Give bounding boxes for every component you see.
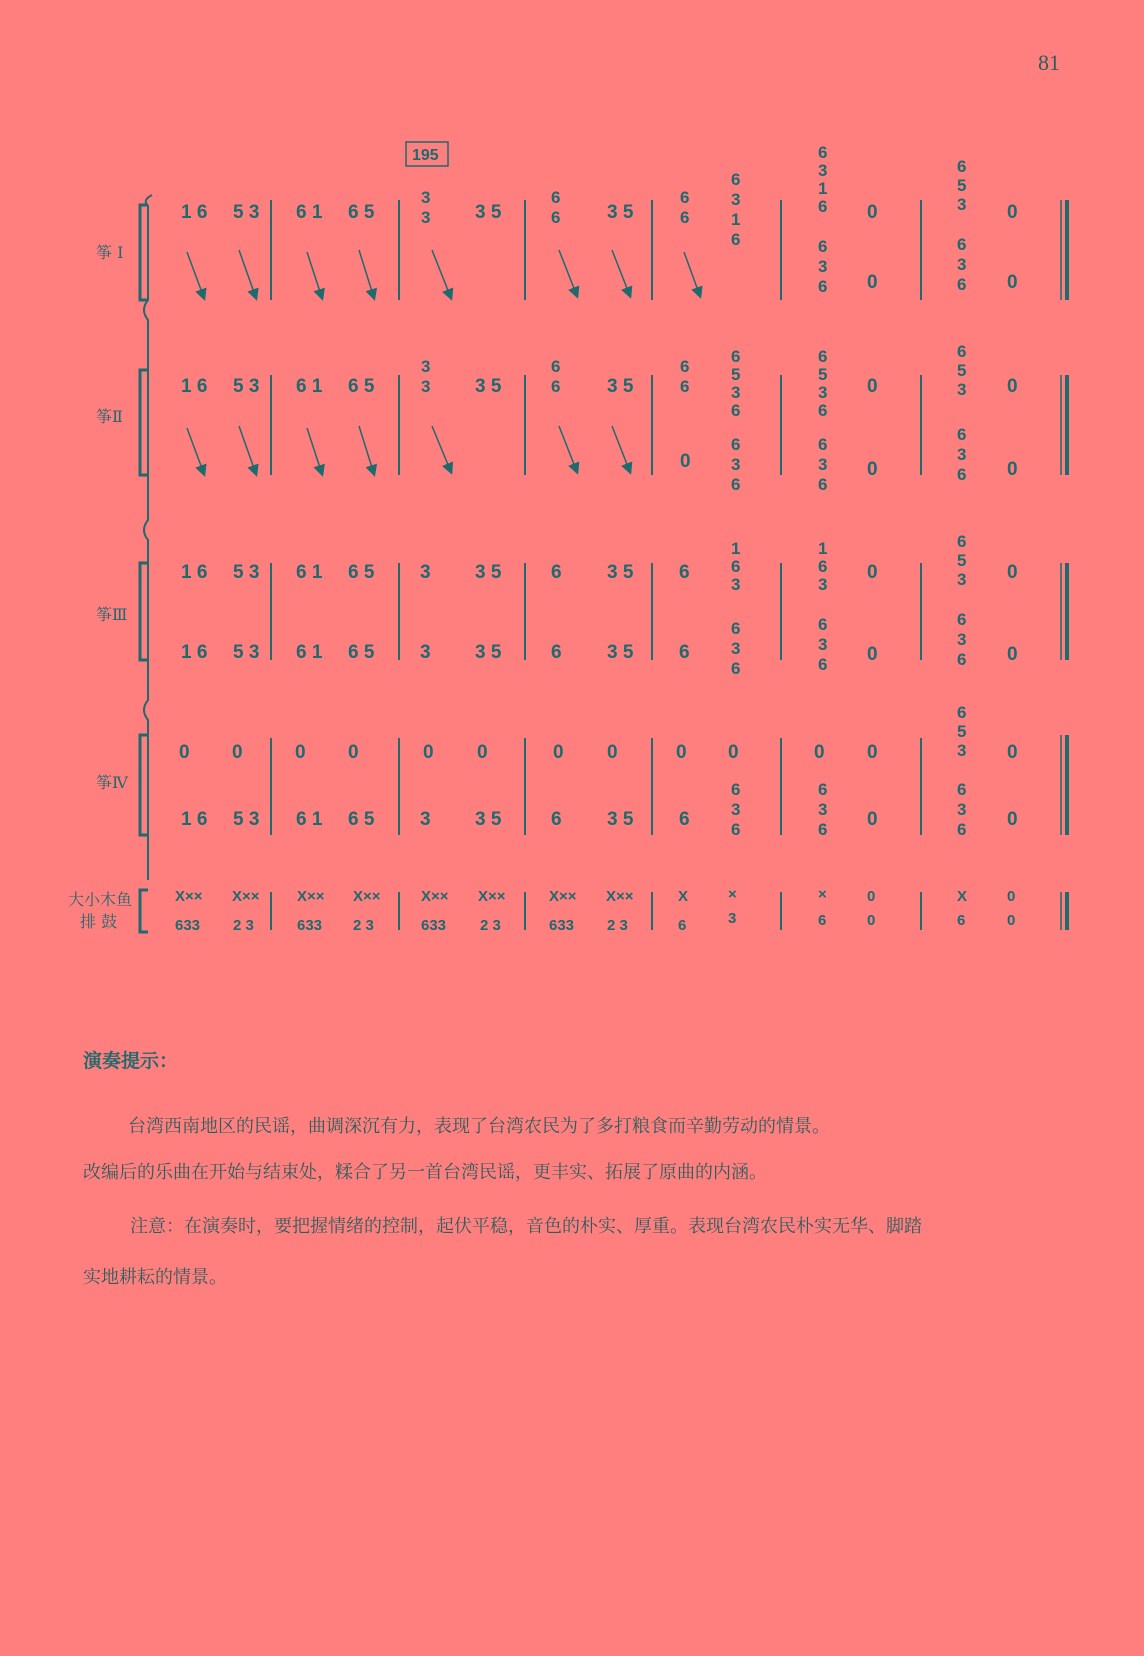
perc-mark: 633 [549, 917, 575, 934]
chord-note: 6 [818, 237, 828, 256]
chord-note: 6 [818, 347, 828, 366]
chord-note: 1 [731, 210, 741, 229]
chord-note: 3 [818, 383, 828, 402]
chord-note: 6 [731, 557, 741, 576]
staff-4 [179, 703, 1018, 839]
perc-mark: X×× [353, 888, 381, 905]
chord-note: 6 [731, 170, 741, 189]
staff-bracket [140, 563, 148, 660]
notes-paragraph: 改编后的乐曲在开始与结束处，糅合了另一首台湾民谣，更丰实、拓展了原曲的内涵。 [83, 1162, 767, 1183]
chord-note: 1 [818, 179, 828, 198]
perc-mark: 2 3 [233, 917, 254, 934]
rest: 0 [676, 742, 687, 763]
rest: 0 [867, 459, 878, 480]
rest: 0 [814, 742, 825, 763]
chord-note: 6 [680, 377, 690, 396]
note-pair: 3 5 [475, 376, 502, 397]
instrument-label: 筝Ⅳ [96, 773, 128, 792]
chord-note: 6 [818, 401, 828, 420]
perc-mark: 0 [1007, 912, 1016, 929]
chord-note: 6 [551, 377, 561, 396]
chord-note: 6 [818, 143, 828, 162]
rest: 0 [680, 451, 691, 472]
chord-note: 6 [551, 208, 561, 227]
rest: 0 [295, 742, 306, 763]
staff-bracket [140, 735, 148, 835]
chord-note: 3 [731, 575, 741, 594]
chord-note: 6 [957, 342, 967, 361]
notes-paragraph: 台湾西南地区的民谣，曲调深沉有力，表现了台湾农民为了多打粮食而辛勤劳动的情景。 [128, 1116, 830, 1137]
chord-note: 3 [957, 741, 967, 760]
note-pair: 5 3 [233, 809, 260, 830]
chord-note: 6 [957, 780, 967, 799]
chord-note: 1 [731, 539, 741, 558]
rehearsal-mark: 195 [412, 147, 439, 164]
perc-mark: X×× [478, 888, 506, 905]
rest: 0 [423, 742, 434, 763]
rest: 0 [348, 742, 359, 763]
chord-note: 6 [957, 465, 967, 484]
chord-note: 3 [421, 188, 431, 207]
rest: 0 [728, 742, 739, 763]
note-pair: 3 5 [607, 642, 634, 663]
chord-note: 6 [731, 659, 741, 678]
chord-note: 6 [957, 650, 967, 669]
instrument-label: 排 鼓 [80, 912, 118, 931]
note-pair: 3 5 [475, 642, 502, 663]
system-brace [144, 195, 152, 880]
note-pair: 3 5 [607, 202, 634, 223]
rest: 0 [553, 742, 564, 763]
note-pair: 3 5 [607, 809, 634, 830]
chord-note: 3 [731, 800, 741, 819]
rest: 0 [1007, 376, 1018, 397]
perc-mark: 2 3 [607, 917, 628, 934]
rest: 0 [1007, 644, 1018, 665]
note-pair: 3 5 [475, 202, 502, 223]
rest: 0 [477, 742, 488, 763]
note: 3 [420, 642, 431, 663]
page-number: 81 [1038, 50, 1060, 75]
rest: 0 [867, 742, 878, 763]
perc-mark: X×× [549, 888, 577, 905]
staff-bracket [140, 890, 148, 932]
note-pair: 1 6 [181, 376, 208, 397]
note-pair: 5 3 [233, 202, 260, 223]
chord-note: 3 [731, 455, 741, 474]
chord-note: 6 [818, 557, 828, 576]
note: 6 [551, 809, 562, 830]
perc-mark: 6 [678, 917, 687, 934]
chord-note: 3 [731, 383, 741, 402]
chord-note: 3 [421, 377, 431, 396]
rest: 0 [1007, 742, 1018, 763]
rest: 0 [1007, 562, 1018, 583]
note: 6 [551, 642, 562, 663]
chord-note: 5 [818, 365, 828, 384]
perc-mark: X×× [175, 888, 203, 905]
perc-mark: X×× [421, 888, 449, 905]
rest: 0 [1007, 202, 1018, 223]
chord-note: 6 [818, 820, 828, 839]
staff-3 [181, 532, 1018, 678]
note-pair: 3 5 [475, 562, 502, 583]
perc-mark: 3 [728, 910, 737, 927]
chord-note: 6 [957, 235, 967, 254]
chord-note: 6 [731, 347, 741, 366]
note: 3 [420, 809, 431, 830]
chord-note: 6 [818, 475, 828, 494]
chord-note: 6 [731, 820, 741, 839]
chord-note: 6 [680, 188, 690, 207]
chord-note: 6 [680, 208, 690, 227]
chord-note: 6 [731, 780, 741, 799]
chord-note: 3 [957, 255, 967, 274]
note: 6 [679, 809, 690, 830]
chord-note: 6 [818, 435, 828, 454]
perc-mark: × [818, 886, 827, 903]
staff-1 [181, 143, 1018, 296]
note: 6 [551, 562, 562, 583]
note-pair: 5 3 [233, 562, 260, 583]
chord-note: 5 [957, 361, 967, 380]
staff-bracket [140, 370, 148, 475]
chord-note: 1 [818, 539, 828, 558]
note: 6 [679, 642, 690, 663]
chord-note: 3 [731, 639, 741, 658]
chord-note: 3 [818, 455, 828, 474]
rest: 0 [1007, 809, 1018, 830]
chord-note: 3 [818, 635, 828, 654]
rest: 0 [867, 562, 878, 583]
note-pair: 3 5 [475, 809, 502, 830]
chord-note: 3 [731, 190, 741, 209]
chord-note: 3 [818, 575, 828, 594]
staff-bracket [140, 205, 148, 300]
chord-note: 6 [731, 435, 741, 454]
note-pair: 6 5 [348, 809, 375, 830]
note-pair: 6 1 [296, 376, 323, 397]
note-pair: 3 5 [607, 562, 634, 583]
perc-mark: X×× [232, 888, 260, 905]
note-pair: 1 6 [181, 562, 208, 583]
chord-note: 5 [957, 551, 967, 570]
chord-note: 6 [957, 532, 967, 551]
note-pair: 3 5 [607, 376, 634, 397]
note-pair: 6 1 [296, 562, 323, 583]
chord-note: 6 [551, 357, 561, 376]
chord-note: 3 [421, 208, 431, 227]
note-pair: 1 6 [181, 202, 208, 223]
chord-note: 3 [818, 161, 828, 180]
rest: 0 [607, 742, 618, 763]
chord-note: 6 [957, 275, 967, 294]
perc-mark: X [678, 888, 689, 905]
perc-mark: X×× [297, 888, 325, 905]
chord-note: 3 [818, 800, 828, 819]
chord-note: 6 [731, 401, 741, 420]
rest: 0 [179, 742, 190, 763]
note-pair: 6 1 [296, 202, 323, 223]
chord-note: 3 [957, 445, 967, 464]
rest: 0 [867, 644, 878, 665]
chord-note: 6 [818, 655, 828, 674]
chord-note: 3 [957, 800, 967, 819]
instrument-label: 筝 Ⅰ [96, 243, 124, 262]
notes-title: 演奏提示： [83, 1050, 179, 1072]
note-pair: 6 1 [296, 642, 323, 663]
chord-note: 5 [957, 176, 967, 195]
perc-mark: 2 3 [353, 917, 374, 934]
chord-note: 6 [731, 619, 741, 638]
chord-note: 3 [421, 357, 431, 376]
perc-mark: 633 [421, 917, 447, 934]
perc-mark: X [957, 888, 968, 905]
rest: 0 [867, 202, 878, 223]
note-pair: 6 5 [348, 642, 375, 663]
notes-paragraph: 注意：在演奏时，要把握情绪的控制，起伏平稳，音色的朴实、厚重。表现台湾农民朴实无华、脚踏 [130, 1216, 922, 1237]
note: 6 [679, 562, 690, 583]
chord-note: 6 [818, 197, 828, 216]
perc-mark: 0 [867, 888, 876, 905]
perc-mark: 633 [175, 917, 201, 934]
perc-mark: 6 [818, 912, 827, 929]
note-pair: 6 5 [348, 202, 375, 223]
chord-note: 3 [957, 630, 967, 649]
note-pair: 6 5 [348, 376, 375, 397]
rest: 0 [867, 376, 878, 397]
chord-note: 6 [731, 475, 741, 494]
chord-note: 3 [957, 195, 967, 214]
notes-paragraph: 实地耕耘的情景。 [83, 1267, 227, 1288]
chord-note: 3 [957, 380, 967, 399]
perc-mark: 0 [867, 912, 876, 929]
glissando-arrows [187, 250, 700, 474]
final-barline [1061, 200, 1067, 930]
instrument-label: 筝Ⅲ [96, 605, 128, 624]
rest: 0 [1007, 272, 1018, 293]
perc-mark: 6 [957, 912, 966, 929]
perc-mark: × [728, 886, 737, 903]
perc-mark: 2 3 [480, 917, 501, 934]
note-pair: 1 6 [181, 642, 208, 663]
chord-note: 6 [957, 820, 967, 839]
instrument-label: 筝Ⅱ [96, 407, 123, 426]
chord-note: 6 [957, 425, 967, 444]
note: 3 [420, 562, 431, 583]
chord-note: 6 [957, 703, 967, 722]
chord-note: 3 [818, 257, 828, 276]
staff-2 [181, 342, 1018, 494]
chord-note: 6 [957, 157, 967, 176]
perc-mark: 633 [297, 917, 323, 934]
perc-mark: X×× [606, 888, 634, 905]
rest: 0 [867, 272, 878, 293]
rest: 0 [232, 742, 243, 763]
note-pair: 5 3 [233, 642, 260, 663]
chord-note: 6 [551, 188, 561, 207]
chord-note: 6 [818, 615, 828, 634]
chord-note: 6 [818, 780, 828, 799]
note-pair: 1 6 [181, 809, 208, 830]
perc-mark: 0 [1007, 888, 1016, 905]
note-pair: 6 5 [348, 562, 375, 583]
rest: 0 [1007, 459, 1018, 480]
rest: 0 [867, 809, 878, 830]
chord-note: 5 [957, 722, 967, 741]
chord-note: 6 [680, 357, 690, 376]
chord-note: 6 [957, 610, 967, 629]
chord-note: 5 [731, 365, 741, 384]
note-pair: 5 3 [233, 376, 260, 397]
chord-note: 6 [731, 230, 741, 249]
note-pair: 6 1 [296, 809, 323, 830]
chord-note: 6 [818, 277, 828, 296]
chord-note: 3 [957, 570, 967, 589]
instrument-label: 大小木鱼 [68, 890, 133, 909]
percussion-staff [175, 886, 1015, 934]
